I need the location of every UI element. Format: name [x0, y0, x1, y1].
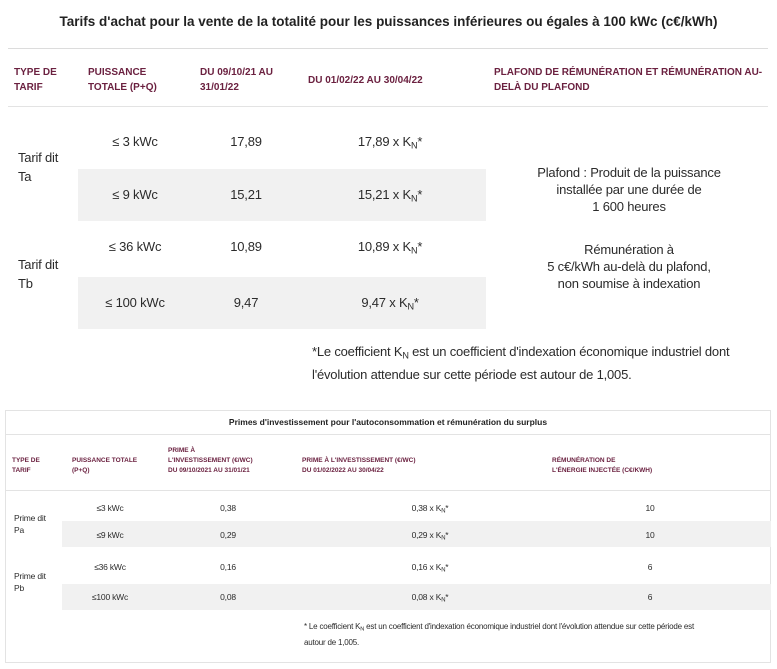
primes-footnote-line1: * Le coefficient $K_N$ est un coefficient d'indexation économique industriel dont l'évolution attendue sur cette période est: [304, 622, 694, 633]
row1-value2: 17,89 x $K_N*$: [357, 134, 423, 151]
primes-header-prime2: [302, 456, 416, 476]
primes-header-divider: [5, 490, 771, 491]
primes-header-prime2-l2: DU 01/02/2022 AU 30/04/22: [302, 467, 384, 474]
primes-footnote: [304, 620, 764, 649]
plafond-line3: 1 600 heures: [592, 199, 666, 214]
row2-puissance: ≤ 9 kWc: [112, 187, 158, 202]
primes-row4-prime1: 0,08: [220, 592, 236, 602]
row1-puissance: ≤ 3 kWc: [112, 134, 158, 149]
footnote-line2: l'évolution attendue sur cette période est autour de 1,005.: [312, 367, 632, 383]
primes-header-prime1-l3: DU 09/10/2021 AU 31/01/21: [168, 467, 250, 474]
row2-value1: 15,21: [230, 187, 262, 202]
primes-header-puissance: [72, 456, 137, 476]
primes-row2-prime2: 0,29 x $K_N*$: [411, 530, 449, 542]
plafond-text-2: [494, 241, 764, 292]
row3-value2: 10,89 x $K_N*$: [357, 239, 423, 256]
group-ta-line2: Ta: [18, 169, 32, 184]
header-period2: DU 01/02/22 AU 30/04/22: [308, 75, 423, 86]
group-pb-line1: Prime dit: [14, 571, 46, 581]
header-period1: DU 09/10/21 AU 31/01/22: [200, 67, 273, 93]
primes-row4-puissance: ≤100 kWc: [91, 592, 129, 602]
group-label-ta: [18, 148, 58, 186]
primes-row1-puissance: ≤3 kWc: [96, 503, 124, 513]
primes-row4-remun: 6: [647, 592, 653, 602]
primes-header-type: [12, 456, 40, 476]
title-divider: [8, 48, 768, 49]
primes-row2-puissance: ≤9 kWc: [96, 530, 124, 540]
group-ta-line1: Tarif dit: [18, 150, 59, 165]
row4-value2: 9,47 x $K_N*$: [361, 295, 419, 312]
primes-row1-prime2: 0,38 x $K_N*$: [411, 503, 449, 515]
group-pa-line2: Pa: [14, 525, 24, 535]
tarifs-table-title: Tarifs d'achat pour la vente de la totalité pour les puissances inférieures ou égales à 100 kWc (c€/kWh): [59, 14, 718, 29]
group-tb-line1: Tarif dit: [18, 257, 59, 272]
group-label-pb: [14, 570, 46, 594]
group-pb-line2: Pb: [14, 583, 24, 593]
row2-value2: 15,21 x $K_N*$: [357, 187, 423, 204]
primes-header-type-l2: TARIF: [12, 467, 31, 474]
row4-value1: 9,47: [233, 295, 259, 310]
primes-row4-prime2: 0,08 x $K_N*$: [411, 592, 449, 604]
group-pa-line1: Prime dit: [14, 513, 46, 523]
group-label-pa: [14, 512, 46, 536]
primes-header-prime1-l2: L'INVESTISSEMENT (€/WC): [168, 457, 253, 464]
header-divider: [8, 106, 768, 107]
header-plafond: PLAFOND DE RÉMUNÉRATION ET RÉMUNÉRATION AU-DELÀ DU PLAFOND: [494, 67, 763, 93]
row1-value1: 17,89: [230, 134, 262, 149]
plafond-line2: installée par une durée de: [556, 182, 702, 197]
row3-value1: 10,89: [230, 239, 262, 254]
group-tb-line2: Tb: [18, 276, 33, 291]
primes-header-type-l1: TYPE DE: [12, 457, 40, 464]
plafond-line4: Rémunération à: [584, 242, 674, 257]
tarifs-footnote: [312, 342, 772, 384]
header-puissance: PUISSANCE TOTALE (P+Q): [88, 67, 157, 93]
primes-footnote-line2: autour de 1,005.: [304, 638, 360, 648]
header-type-de-tarif: TYPE DE TARIF: [14, 67, 57, 93]
primes-header-puissance-l1: PUISSANCE TOTALE: [72, 457, 138, 464]
plafond-line5: 5 c€/kWh au-delà du plafond,: [547, 259, 711, 274]
primes-header-prime2-l1: PRIME À L'INVESTISSEMENT (€/WC): [302, 457, 416, 464]
primes-title-divider: [5, 434, 771, 435]
primes-row3-prime2: 0,16 x $K_N*$: [411, 562, 449, 574]
primes-row3-remun: 6: [647, 562, 653, 572]
footnote-line1: *Le coefficient $K_N$ est un coefficient d'indexation économique industriel dont: [312, 344, 730, 361]
primes-header-prime1-l1: PRIME À: [168, 447, 196, 454]
primes-header-puissance-l2: (P+Q): [72, 467, 90, 474]
plafond-line1: Plafond : Produit de la puissance: [537, 165, 721, 180]
group-label-tb: [18, 255, 58, 293]
primes-header-remun-l1: RÉMUNÉRATION DE: [552, 457, 616, 464]
primes-table-title: Primes d'investissement pour l'autoconsommation et rémunération du surplus: [228, 417, 548, 427]
primes-header-remuneration: [552, 456, 652, 476]
plafond-line6: non soumise à indexation: [557, 276, 701, 291]
primes-header-remun-l2: L'ÉNERGIE INJECTÉE (C€/KWH): [552, 467, 653, 474]
primes-row2-prime1: 0,29: [220, 530, 236, 540]
primes-row1-prime1: 0,38: [220, 503, 236, 513]
plafond-text-1: [494, 164, 764, 215]
row4-puissance: ≤ 100 kWc: [105, 295, 165, 310]
primes-row3-prime1: 0,16: [220, 562, 236, 572]
primes-header-prime1: [168, 446, 253, 476]
row3-puissance: ≤ 36 kWc: [108, 239, 162, 254]
primes-row3-puissance: ≤36 kWc: [94, 562, 126, 572]
primes-row1-remun: 10: [645, 503, 655, 513]
primes-row2-remun: 10: [645, 530, 655, 540]
